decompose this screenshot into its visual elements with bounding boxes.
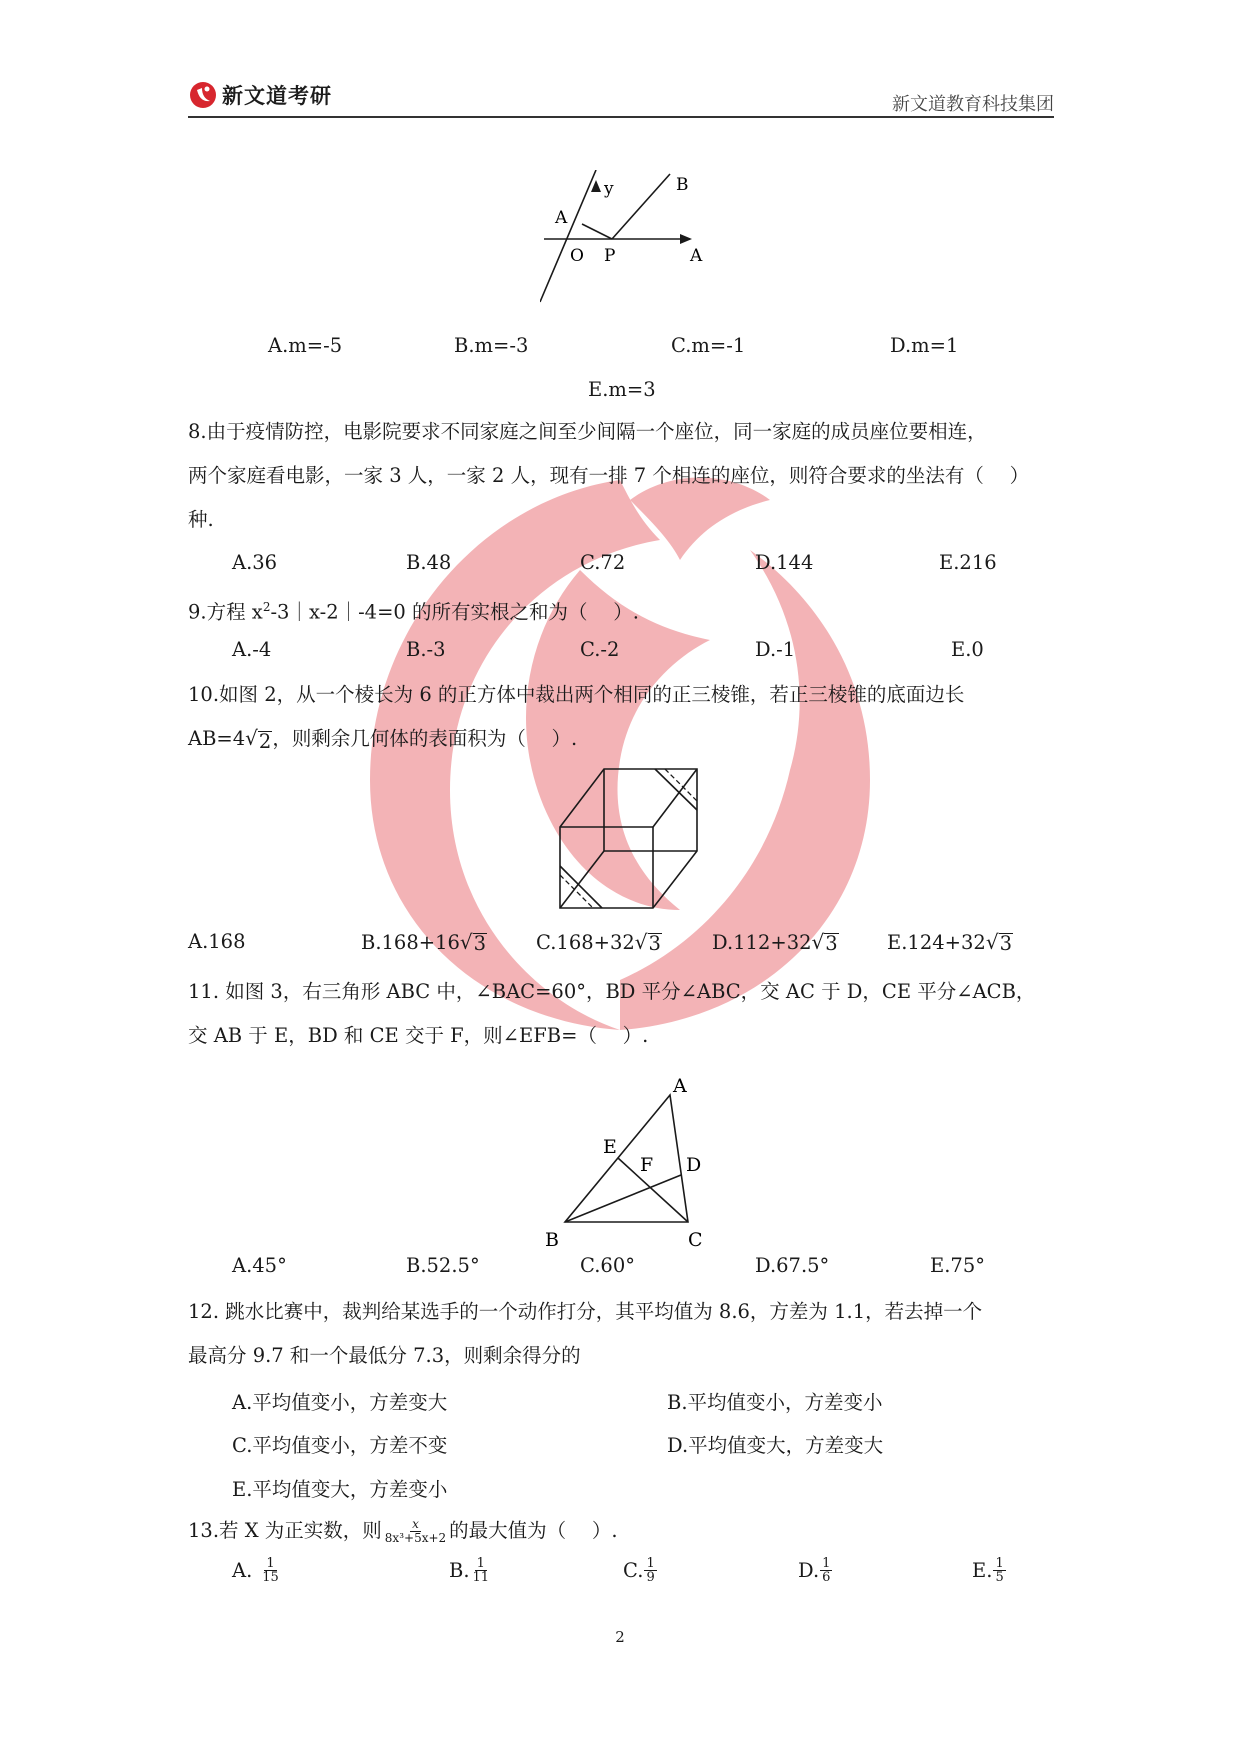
q9-text-pre: 9.方程 x [188,600,263,624]
q8-option-e: E.216 [939,551,997,574]
q7-option-b: B.m=-3 [454,334,529,357]
y-axis-arrow-icon [591,180,601,192]
q10-option-a-text: A.168 [188,930,246,953]
q13-fraction [383,1518,448,1545]
q7-option-c: C.m=-1 [671,334,746,357]
q9-question [188,593,639,627]
q13-option-a [232,1557,282,1584]
q13-option-b-label: B. [449,1559,470,1582]
q11-option-d: D.67.5° [755,1254,830,1277]
q10-option-a [188,930,246,953]
q10-option-e-text: E.124+32 [887,931,986,954]
q10-option-c-text: C.168+32 [536,931,635,954]
q10-option-e: E.124+32 √ 3 [887,930,1012,955]
q13-fraction-denominator: 8x³+5x+2 [384,1530,447,1545]
x-axis-arrow-icon [680,234,692,244]
q12-option-a: A.平均值变小，方差变大 [232,1391,448,1414]
q10-option-b: B.168+16 √ 3 [361,930,487,955]
q13-option-e-den: 5 [995,1570,1004,1585]
q13-fraction-numerator: x [412,1516,419,1531]
q9-option-d: D.-1 [755,638,796,661]
q10-option-c: C.168+32 √ 3 [536,930,661,955]
q13-option-e-label: E. [972,1559,993,1582]
q10-option-c-radicand: 3 [648,932,661,955]
triangle-label-a: A [673,1075,687,1097]
q13-option-c-label: C. [623,1559,644,1582]
q13-text-post: 的最大值为（ ）. [449,1519,618,1542]
line-pb [612,174,670,239]
q9-option-a: A.-4 [232,638,272,661]
q13-text-pre: 13.若 X 为正实数，则 [188,1519,382,1542]
q12-option-c: C.平均值变小，方差不变 [232,1434,448,1457]
brand-logo [188,80,332,110]
q13-option-d [798,1557,833,1584]
q8-option-b: B.48 [406,551,452,574]
q8-line3: 种. [188,508,214,531]
brand-name: 新文道考研 [222,84,332,108]
q11-option-c: C.60° [580,1254,635,1277]
q13-option-e-num: 1 [995,1556,1004,1571]
q12-option-d: D.平均值变大，方差变大 [667,1434,884,1457]
q10-line2 [188,724,577,753]
q11-option-e: E.75° [930,1254,985,1277]
q13-option-a-label: A. [232,1559,253,1582]
q13-option-d-num: 1 [822,1556,831,1571]
triangle-label-c: C [688,1229,703,1250]
q13-option-a-num: 1 [266,1556,275,1571]
triangle-label-f: F [640,1154,654,1176]
q12-option-e: E.平均值变大，方差变小 [232,1478,448,1501]
q9-superscript: 2 [262,600,271,614]
figure-triangle [540,1070,720,1250]
q10-line2-post: ，则剩余几何体的表面积为（ ）. [272,727,578,750]
figure-coordinate-diagram [540,170,710,310]
page-number: 2 [615,1628,625,1646]
figure-cube [555,765,705,915]
q10-option-d-text: D.112+32 [712,931,812,954]
q7-option-a: A.m=-5 [268,334,343,357]
triangle-label-b: B [545,1229,559,1250]
q13-option-c-num: 1 [646,1556,655,1571]
q13-option-d-label: D. [798,1559,820,1582]
label-a-right: A [690,246,703,266]
q13-option-b-num: 1 [476,1556,485,1571]
header-divider [188,116,1054,118]
q13-option-c [623,1557,658,1584]
q13-option-e [972,1557,1007,1584]
q10-radicand: 2 [258,730,272,753]
q8-line1: 8.由于疫情防控，电影院要求不同家庭之间至少间隔一个座位，同一家庭的成员座位要相连， [188,420,987,443]
q11-option-a: A.45° [232,1254,287,1277]
label-b: B [676,175,689,195]
q13-question [188,1517,618,1545]
company-name: 新文道教育科技集团 [892,94,1054,115]
q10-option-b-radicand: 3 [473,932,487,955]
q13-option-b [449,1557,492,1584]
q10-option-d: D.112+32 √ 3 [712,930,838,955]
brand-logo-icon [188,80,218,110]
q8-option-c: C.72 [580,551,626,574]
triangle-label-e: E [603,1136,617,1158]
q13-option-a-den: 15 [262,1570,279,1585]
q12-line2: 最高分 9.7 和一个最低分 7.3，则剩余得分的 [188,1344,581,1367]
label-y: y [604,179,614,199]
q13-option-b-den: 11 [472,1570,490,1585]
y-axis [540,170,596,302]
q13-option-d-den: 6 [822,1570,831,1585]
q11-line2: 交 AB 于 E，BD 和 CE 交于 F，则∠EFB=（ ）. [188,1024,649,1047]
label-a-left: A [555,208,568,228]
q7-option-d: D.m=1 [890,334,959,357]
q10-option-e-radicand: 3 [999,932,1012,955]
q9-option-c: C.-2 [580,638,620,661]
q12-line1: 12. 跳水比赛中，裁判给某选手的一个动作打分，其平均值为 8.6，方差为 1.1，若去掉一个 [188,1300,983,1323]
q10-line1: 10.如图 2，从一个棱长为 6 的正方体中裁出两个相同的正三棱锥，若正三棱锥的底面边长 [188,683,965,706]
q11-line1: 11. 如图 3，右三角形 ABC 中，∠BAC=60°，BD 平分∠ABC，交 AC 于 D，CE 平分∠ACB， [188,980,1036,1003]
label-p: P [604,246,616,266]
q10-option-b-text: B.168+16 [361,931,460,954]
q12-option-b: B.平均值变小，方差变小 [667,1391,883,1414]
q10-line2-pre: AB=4 [188,727,246,750]
label-o: O [570,246,584,266]
triangle-label-d: D [686,1154,702,1176]
q10-sqrt: √ 2 [245,726,272,753]
q11-option-b: B.52.5° [406,1254,480,1277]
q13-option-c-den: 9 [646,1570,655,1585]
q8-option-d: D.144 [755,551,814,574]
q8-option-a: A.36 [232,551,278,574]
q9-option-b: B.-3 [406,638,446,661]
line-pa [582,224,612,239]
q10-option-d-radicand: 3 [825,932,838,955]
q7-option-e: E.m=3 [588,378,656,401]
q8-line2: 两个家庭看电影，一家 3 人，一家 2 人，现有一排 7 个相连的座位，则符合要求的坐法有（ ） [188,464,1030,487]
q9-text-post: -3｜x-2｜-4=0 的所有实根之和为（ ）. [270,600,639,624]
q9-option-e: E.0 [951,638,984,661]
